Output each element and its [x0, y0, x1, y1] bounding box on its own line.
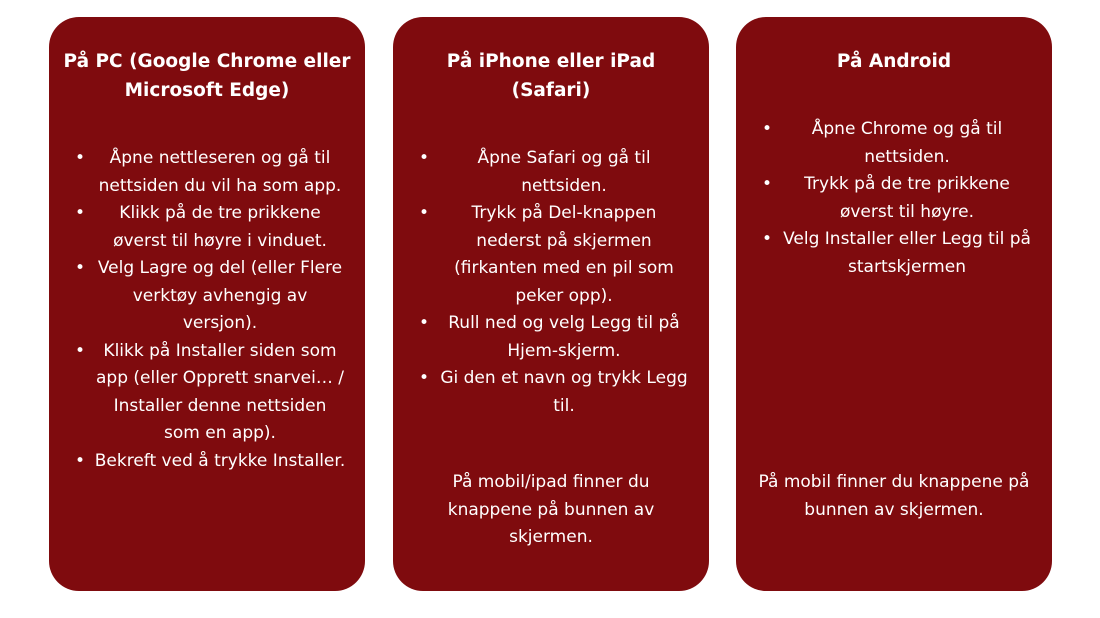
android-card-title: På Android — [836, 51, 952, 72]
iphone-ipad-instructions-card — [393, 17, 709, 591]
android-instructions-card — [736, 17, 1052, 591]
android-step-3: • Velg Installer eller Legg til på startskjermen — [758, 226, 1034, 281]
iphone-ipad-note: På mobil/ipad finner du knappene på bunnen av skjermen. — [447, 472, 655, 547]
iphone-ipad-steps-list — [415, 145, 691, 420]
pc-steps-list — [71, 145, 347, 475]
android-steps-list — [758, 116, 1034, 281]
pc-instructions-card — [49, 17, 365, 591]
iphone-ipad-card-title: På iPhone eller iPad (Safari) — [446, 51, 656, 101]
pc-card-title: På PC (Google Chrome eller Microsoft Edge) — [63, 51, 351, 101]
iphone-ipad-step-4: • Gi den et navn og trykk Legg til. — [415, 365, 691, 420]
android-step-2: • Trykk på de tre prikkene øverst til høyre. — [758, 171, 1034, 226]
pc-step-4: • Klikk på Installer siden som app (eller Opprett snarvei… / Installer denne nettsiden som en app). — [71, 338, 347, 448]
android-step-1: • Åpne Chrome og gå til nettsiden. — [758, 116, 1034, 171]
pc-step-3: • Velg Lagre og del (eller Flere verktøy avhengig av versjon). — [71, 255, 347, 338]
android-note: På mobil finner du knappene på bunnen av skjermen. — [758, 472, 1030, 520]
iphone-ipad-step-1: • Åpne Safari og gå til nettsiden. — [415, 145, 691, 200]
pc-step-1: • Åpne nettleseren og gå til nettsiden du vil ha som app. — [71, 145, 347, 200]
pc-step-2: • Klikk på de tre prikkene øverst til høyre i vinduet. — [71, 200, 347, 255]
iphone-ipad-step-3: • Rull ned og velg Legg til på Hjem-skjerm. — [415, 310, 691, 365]
pc-step-5: • Bekreft ved å trykke Installer. — [71, 448, 347, 476]
iphone-ipad-step-2: • Trykk på Del-knappen nederst på skjermen (firkanten med en pil som peker opp). — [415, 200, 691, 310]
